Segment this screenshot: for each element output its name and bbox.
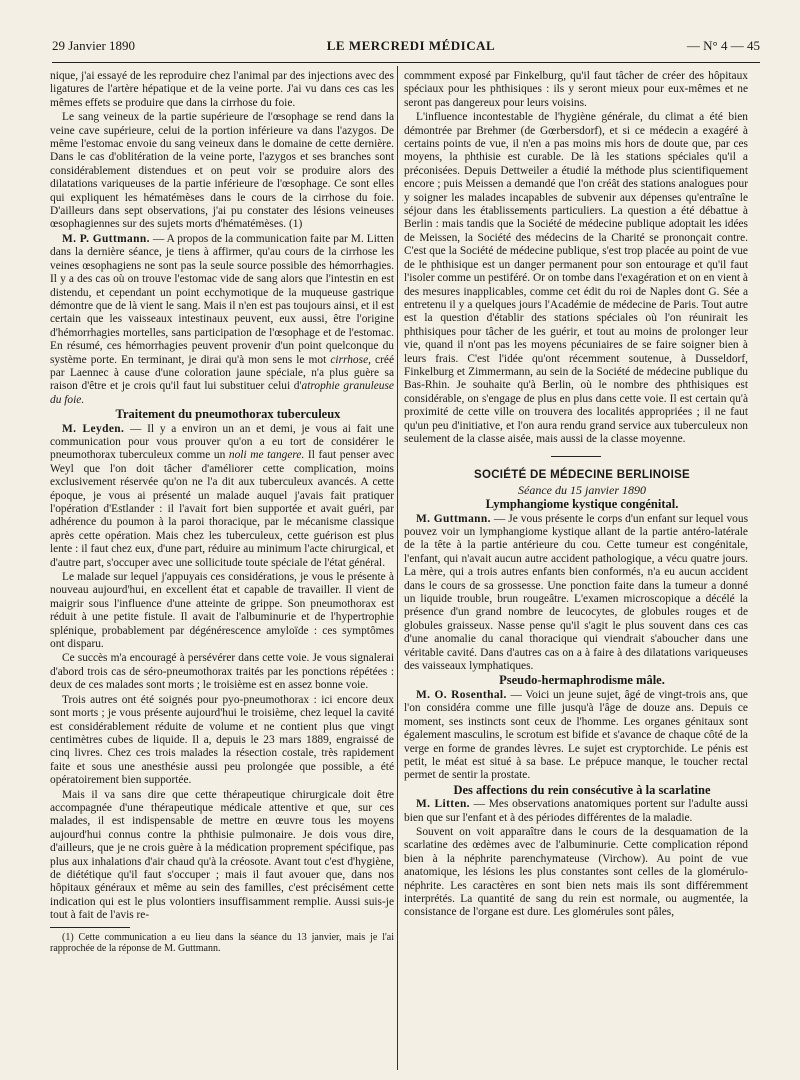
paragraph-text: — Il y a environ un an et demi, je vous ai fait une communication pour vous prouver qu'on a eu tort de considérer le pneumothorax tuberculeux comme un <box>50 422 394 462</box>
paragraph-text: — Mes observations anatomiques portent sur l'adulte aussi bien que sur l'enfant et à des périodes différentes de la maladie. <box>404 798 748 824</box>
speaker-name: M. Litten. <box>416 798 470 811</box>
left-column <box>50 70 394 1070</box>
italic-term: cirrhose <box>330 353 369 366</box>
page-header <box>52 38 760 60</box>
italic-term: noli me tangere. <box>228 449 305 462</box>
paragraph <box>50 423 394 570</box>
society-heading: SOCIÉTÉ DE MÉDECINE BERLINOISE <box>473 469 691 482</box>
speaker-name: M. O. Rosenthal. <box>416 688 507 701</box>
right-column <box>404 70 748 1070</box>
header-date: 29 Janvier 1890 <box>52 38 136 53</box>
paragraph: nique, j'ai essayé de les reproduire chez l'animal par des injections avec des ligatures de l'artère hépatique et de la veine porte. J'ai vu dans ces cas les mêmes effets se produire que dans la cirrhose du foie. <box>50 70 394 109</box>
paragraph <box>404 798 748 825</box>
section-heading: Lymphangiome kystique congénital. <box>485 497 679 512</box>
paragraph <box>404 513 748 674</box>
paragraph: Trois autres ont été soignés pour pyo-pneumothorax : ici encore deux sont morts ; je vous présente aujourd'hui le troisième, chez lequel la cavité est considérablement réduite de volume et ne contient plus que vingt centimètres cubes de liquide. Il a, depuis le 23 mars 1889, engraissé de cinq livres. Chez ces trois malades la résection costale, très rapidement faite et sous une anesthésie aussi peu prolongée que possible, a été opératoirement bien supportée. <box>50 693 394 787</box>
section-heading: Traitement du pneumothorax tuberculeux <box>115 407 341 422</box>
paragraph-text: — A propos de la communication faite par M. Litten dans la dernière séance, je tiens à affirmer, qu'au cours de la cirrhose les veines œsophagiens ne sont pas la seule source possible des hémorrhagies. Il y a des cas où on trouve l'estomac vide de sang alors que l'intestin en est distendu, et cependant un point ecchymotique de la muqueuse gastrique démontre que de là vient le sang. Mais il n'en est pas toujours ainsi, et il est certain que les vaisseaux intestinaux peuvent, eux aussi, être l'origine d'hémorrhagies mortelles, sans participation de l'œsophage et de l'estomac. En résumé, ces hémorrhagies peuvent provenir d'un point quelconque du système porte. En terminant, je dirai qu'à mon sens le mot <box>50 232 394 366</box>
paragraph <box>50 233 394 407</box>
section-heading: Pseudo-hermaphrodisme mâle. <box>499 673 665 688</box>
paragraph: Le malade sur lequel j'appuyais ces considérations, je vous le présente à nouveau aujourd'hui, en excellent état et capable de travailler. Il vient de maigrir sous l'influence d'une atteinte de grippe. Son pneumothorax est réduit à une petite fistule. Il avait de l'albuminurie et de l'hypertrophie splénique, probablement par dégénérescence amyloïde : ces symptômes ont disparu. <box>50 571 394 651</box>
header-rule <box>52 62 760 63</box>
paragraph: Mais il va sans dire que cette thérapeutique chirurgicale doit être accompagnée d'une thérapeutique médicale attentive et que, sur ces malades, il est indispensable de mettre en œuvre tous les moyens aujourd'hui connus contre la phthisie pulmonaire. Je dois vous dire, d'ailleurs, que je ne crois guère à la médication proprement spécifique, pas plus aux inhalations d'air chaud qu'à la créosote. Avant tout c'est d'hygiène, de diététique qu'il faut s'occuper ; mais il faut avouer que, dans nos hôpitaux généraux et même au sein des familles, c'est précisément cette indication qui est le plus volontiers insuffisamment remplie. Aussi suis-je tout à fait de l'avis re- <box>50 788 394 922</box>
header-issue-page: — N° 4 — 45 <box>686 38 760 53</box>
speaker-name: M. P. Guttmann. <box>62 232 150 245</box>
section-heading: Des affections du rein consécutive à la scarlatine <box>453 782 711 797</box>
paragraph: commment exposé par Finkelburg, qu'il faut tâcher de créer des hôpitaux spéciaux pour les phthisiques : ils y seront mieux pour eux-mêmes et ne seront pas dangereux pour leurs voisins. <box>404 70 748 109</box>
footnote: (1) Cette communication a eu lieu dans la séance du 13 janvier, mais je l'ai rapprochée de la réponse de M. Guttmann. <box>50 931 394 955</box>
header-journal-title: LE MERCREDI MÉDICAL <box>326 38 496 53</box>
paragraph-text: — Je vous présente le corps d'un enfant sur lequel vous pouvez voir un lymphangiome kystique allant de la partie antéro-latérale de la tête à la partie antérieure du cou. Cette tumeur est congénitale, l'enfant, qui n'avait aucun autre accident pathologique, a vécu quatre jours. La mère, qui a trois autres enfants bien conformés, n'a eu aucun accident dans le cours de sa grossesse. Une ponction faite dans la tumeur a donné un liquide trouble, brun rougeâtre. L'examen microscopique a décélé la présence d'un grand nombre de leucocytes, de globules rouges et de globules graisseux. Nasse pense qu'il s'agit le plus souvent dans ces cas d'une anomalie du canal thoracique qui viendrait s'aboucher dans une véritable cavité. Dans d'autres cas on a à faire à des dilatations variqueuses des vaisseaux lymphatiques. <box>404 512 748 673</box>
paragraph-text: Il faut penser avec Weyl que l'on doit tâcher d'améliorer cette complication, moins exclusivement réservée qu'on ne l'a dit aux tuberculeux avancés. A cette époque, je vous ai présenté un malade auquel j'avais fait pratiquer l'opération d'Estlander : il l'avait fort bien supportée et avait guéri, par adhérence du poumon à la paroi thoracique, par le mécanisme classique après cette opération. Mais chez les tuberculeux, cette guérison est plus lente : il faut chez eux, d'une part, réduire au minimum l'acte chirurgical, et d'autre part, s'occuper avec une sollicitude toute spéciale de l'état général. <box>50 449 394 569</box>
paragraph <box>404 689 748 783</box>
paragraph: L'influence incontestable de l'hygiène générale, du climat a été bien démontrée par Brehmer (de Gœrbersdorf), et si ce médecin a exagéré à certains points de vue, il n'en a pas moins mis hors de doute que, par ces moyens, la phthisie est curable. De là les stations spéciales qu'il a préconisées. Depuis Dettweiler a étudié la méthode plus scientifiquement encore ; puis Meissen a demandé que l'on créât des stations analogues pour y soigner les malades incapables de subvenir aux dépenses qu'entraîne le séjour dans les établissements particuliers. La question a été débattue à Berlin : mais tandis que la Société de médecine publique adoptait les idées de Meissen, la Société des médecins de la Charité se prononçait contre. C'est que la Société de médecine publique, s'est trop placée au point de vue de le phthisique est un danger permanent pour son entourage et qu'il faut l'isoler comme un pestiféré. Or on tombe dans l'exagération et on en vient à des mesures inapplicables, comme cet édit du roi de Naples dont G. Sée a entretenu il y a quelques jours l'Académie de médecine de Paris. Tout autre est la question d'établir des stations spéciales où l'on réunirait les phthisiques pour tâcher de les guérir, et tout au moins de prolonger leur vie, quand il n'ont pas les moyens pécuniaires de se faire soigner bien à leurs frais. C'est l'idée qu'ont récemment soutenue, à Dusseldorf, Finkelburg et Zimmermann, au sein de la Société de médecine publique du Bas-Rhin. Je souhaite qu'à Berlin, où le nombre des phthisiques est considérable, on s'engage de plus en plus dans cette voie. Il est certain qu'à proximité de cette ville on trouvera des localités appropriées ; il ne faut qu'un peu d'initiative, et l'on aura rendu grand service aux tuberculeux non seulement de la classe aisée, mais aussi de la classe moyenne. <box>404 111 748 445</box>
speaker-name: M. Leyden. <box>62 422 125 435</box>
speaker-name: M. Guttmann. <box>416 512 491 525</box>
column-divider <box>397 66 398 1070</box>
paragraph: Souvent on voit apparaître dans le cours de la desquamation de la scarlatine des œdèmes avec de l'albuminurie. Cette complication répond bien à la néphrite parenchymateuse (Virchow). Au point de vue anatomique, les lésions les plus constantes sont celles de la glomérulo-néphrite. Les caractères en sont bien nets mais ils sont différemment interprétés. La quantité de sang du rein est normale, ou augmentée, la consistance de l'organe est dure. Les glomérules sont pâles, <box>404 825 748 919</box>
italic-term: atrophie granuleuse du foie. <box>50 380 394 406</box>
paragraph: Ce succès m'a encouragé à persévérer dans cette voie. Je vous signalerai d'abord trois cas de séro-pneumothorax traités par les ponctions répétées : deux de ces malades sont morts ; le troisième est en assez bonne voie. <box>50 652 394 692</box>
footnote-rule <box>50 927 130 928</box>
paragraph: Le sang veineux de la partie supérieure de l'œsophage se rend dans la veine cave supérieure, celui de la portion inférieure va dans l'azygos. De même l'estomac envoie du sang veineux dans le domaine de cette dernière. Dans le cas d'oblitération de la veine porte, l'azygos et ses branches sont considérablement distendues et on peut voir se produire alors des dilatations variqueuses de la partie inférieure de l'œsophage. Ce sont elles qui expliquent les hématémèses dans le cours de la cirrhose du foie. D'ailleurs dans sept observations, j'ai pu constater des lésions veineuses œsophagiennes sur des sujets morts d'hématémèses. (1) <box>50 111 394 231</box>
paragraph-text: — Voici un jeune sujet, âgé de vingt-trois ans, que l'on considéra comme une fille jusqu'à l'âge de douze ans. Depuis ce moment, ses instincts sont ceux de l'homme. Les organes génitaux sont également masculins, le scrotum est bifide et s'avance de chaque côté de la verge en forme de grandes lèvres. Le sujet est cryptorchide. Le pénis est petit, le méat est situé à sa base. Le prépuce manque, le toucher rectal permet de sentir la prostate. <box>404 688 748 782</box>
section-separator <box>551 456 601 457</box>
paragraph-text: , créé par Laennec à cause d'une coloration jaune spéciale, n'a plus guère sa raison d'être et je crois qu'il faut lui substituer celui d' <box>50 353 394 393</box>
session-date: Séance du 15 janvier 1890 <box>518 482 646 497</box>
